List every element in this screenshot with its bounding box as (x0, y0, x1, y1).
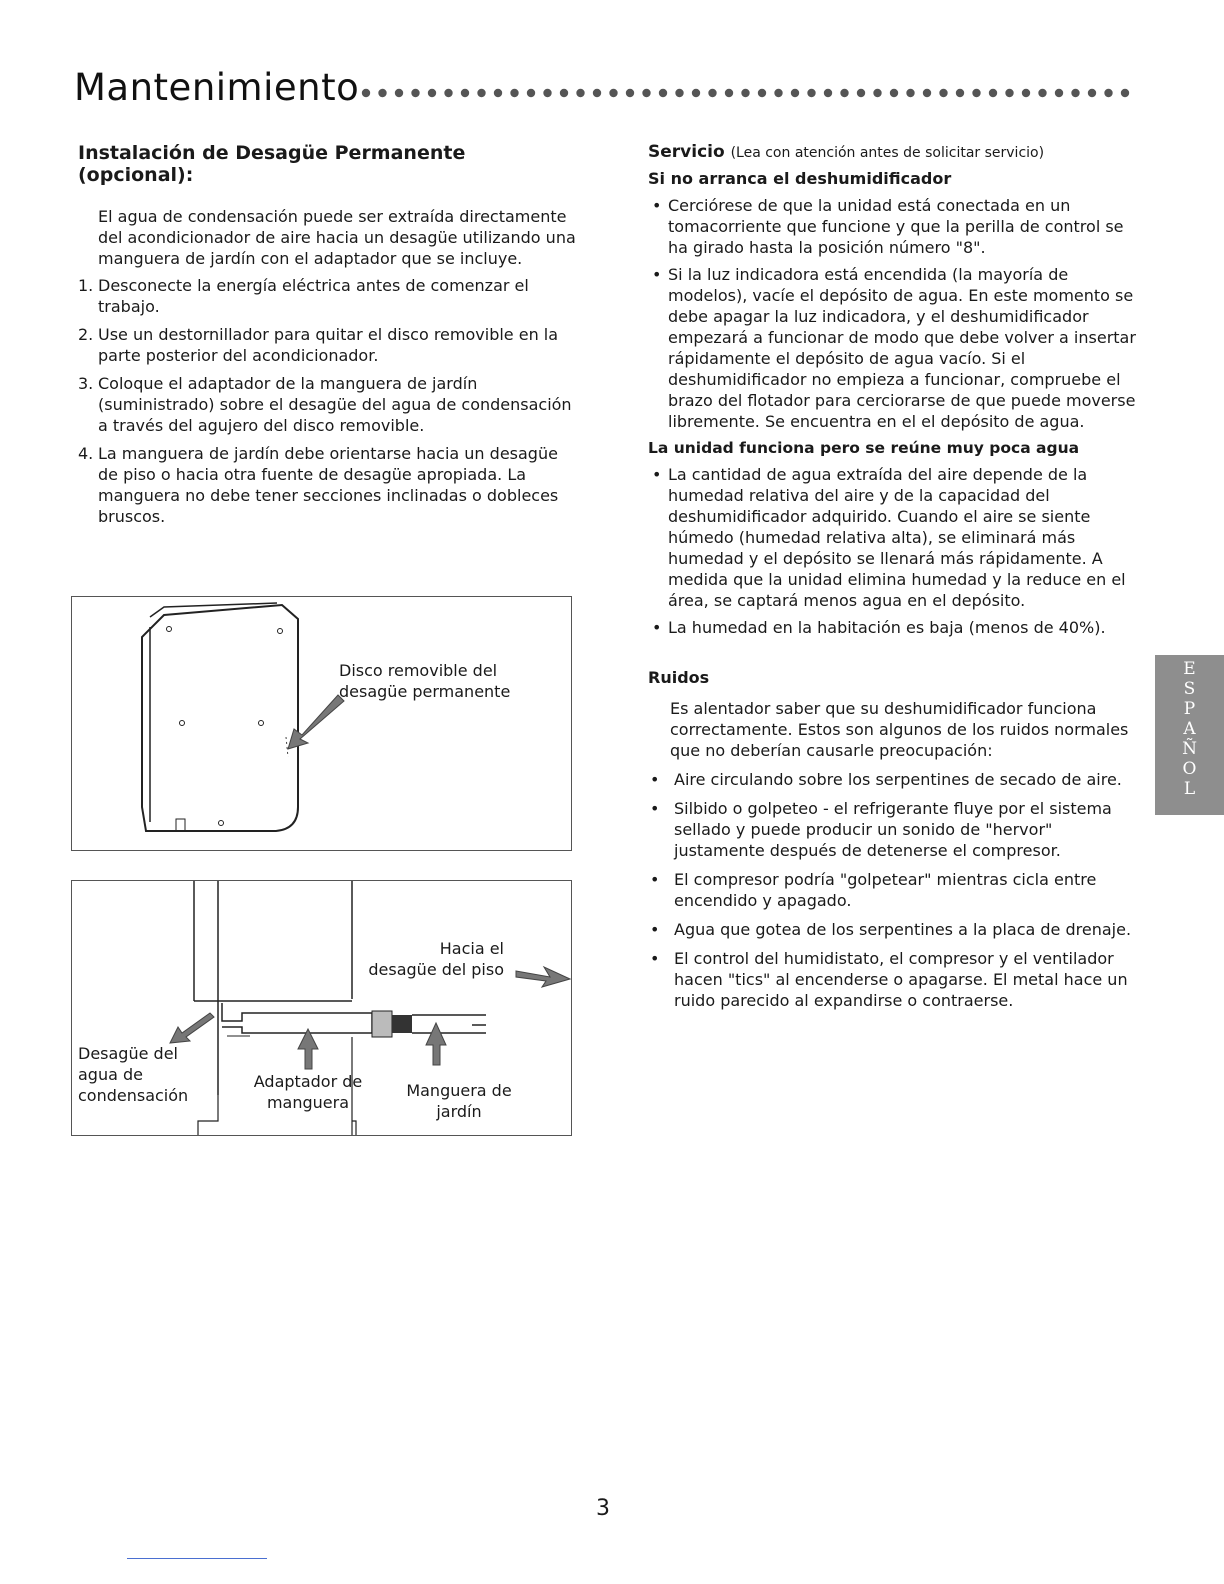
leader-dot (494, 89, 502, 97)
left-column (78, 142, 578, 534)
leader-dot (873, 89, 881, 97)
leader-dot (989, 89, 997, 97)
leader-dot (956, 89, 964, 97)
leader-dot (939, 89, 947, 97)
floor-drain-label: Hacia el desagüe del piso (368, 939, 504, 979)
install-drain-heading: Instalación de Desagüe Permanente (opcional): (78, 142, 466, 186)
leader-dot (840, 89, 848, 97)
leader-dot (906, 89, 914, 97)
title-dot-leader (360, 84, 1140, 102)
install-steps (78, 275, 578, 527)
leader-dot (477, 89, 485, 97)
leader-dot (1022, 89, 1030, 97)
list-item: • Aire circulando sobre los serpentines de secado de aire. (648, 769, 1148, 790)
figure-hose-connection (71, 880, 572, 1136)
service-heading: Servicio (Lea con atención antes de solicitar servicio) (648, 142, 1045, 162)
list-item: • El compresor podría "golpetear" mientras cicla entre encendido y apagado. (648, 869, 1148, 911)
leader-dot (560, 89, 568, 97)
hose-adapter-label: Adaptador de manguera (253, 1072, 363, 1112)
language-tab: E S P A Ñ O L (1155, 655, 1224, 815)
leader-dot (758, 89, 766, 97)
leader-dot (461, 89, 469, 97)
right-column (648, 142, 1148, 1019)
removable-disc-label: Disco removible del desagüe permanente (339, 661, 511, 701)
leader-dot (1121, 89, 1129, 97)
leader-dot (791, 89, 799, 97)
leader-dot (807, 89, 815, 97)
leader-dot (609, 89, 617, 97)
leader-dot (675, 89, 683, 97)
leader-dot (1038, 89, 1046, 97)
leader-dot (725, 89, 733, 97)
leader-dot (708, 89, 716, 97)
leader-dot (774, 89, 782, 97)
page-number: 3 (596, 1496, 610, 1521)
leader-dot (972, 89, 980, 97)
list-item: • Cerciórese de que la unidad está conectada en un tomacorriente que funcione y que la perilla de control se ha girado hasta la posición número "8". (648, 195, 1148, 258)
list-item: 3. Coloque el adaptador de la manguera de jardín (suministrado) sobre el desagüe del agua de condensación a través del agujero del disco removible. (78, 374, 572, 435)
list-item: 1. Desconecte la energía eléctrica antes de comenzar el trabajo. (78, 276, 529, 316)
list-item: • Agua que gotea de los serpentines a la placa de drenaje. (648, 919, 1148, 940)
leader-dot (923, 89, 931, 97)
page-title: Mantenimiento (74, 66, 360, 109)
leader-dot (510, 89, 518, 97)
footer-rule (127, 1558, 267, 1559)
leader-dot (411, 89, 419, 97)
noise-heading: Ruidos (648, 668, 710, 687)
install-intro: El agua de condensación puede ser extraída directamente del acondicionador de aire hacia un desagüe utilizando una manguera de jardín con el adaptador que se incluye. (98, 207, 576, 268)
noise-list (648, 769, 1148, 1011)
leader-dot (1071, 89, 1079, 97)
leader-dot (576, 89, 584, 97)
noise-intro: Es alentador saber que su deshumidificador funciona correctamente. Estos son algunos de los ruidos normales que no deberían causarle preocupación: (670, 699, 1129, 760)
leader-dot (1104, 89, 1112, 97)
leader-dot (642, 89, 650, 97)
dehumidifier-back-illustration (72, 597, 571, 850)
leader-dot (692, 89, 700, 97)
leader-dot (527, 89, 535, 97)
list-item: • La humedad en la habitación es baja (menos de 40%). (648, 617, 1148, 638)
list-item: 2. Use un destornillador para quitar el disco removible en la parte posterior del acondicionador. (78, 325, 559, 365)
leader-dot (593, 89, 601, 97)
leader-dot (395, 89, 403, 97)
no-start-heading: Si no arranca el deshumidificador (648, 169, 952, 188)
leader-dot (1005, 89, 1013, 97)
little-water-heading: La unidad funciona pero se reúne muy poca agua (648, 439, 1080, 457)
leader-dot (1088, 89, 1096, 97)
little-water-list (648, 464, 1148, 638)
list-item: • Silbido o golpeteo - el refrigerante fluye por el sistema sellado y puede producir un sonido de "hervor" justamente después de detenerse el compresor. (648, 798, 1148, 861)
leader-dot (543, 89, 551, 97)
list-item: • El control del humidistato, el compresor y el ventilador hacen "tics" al encenderse o apagarse. El metal hace un ruido parecido al expandirse o contraerse. (648, 948, 1148, 1011)
leader-dot (1055, 89, 1063, 97)
no-start-list (648, 195, 1148, 432)
list-item: 4. La manguera de jardín debe orientarse hacia un desagüe de piso o hacia otra fuente de desagüe apropiada. La manguera no debe tener secciones inclinadas o dobleces bruscos. (78, 444, 559, 526)
service-note: (Lea con atención antes de solicitar servicio) (730, 145, 1045, 161)
list-item: • La cantidad de agua extraída del aire depende de la humedad relativa del aire y de la capacidad del deshumidificador adquirido. Cuando el aire se siente húmedo (humedad relativa alta), se eliminará más humedad y el depósito se llenará más rápidamente. A medida que la unidad elimina humedad y la reduce en el área, se captará menos agua en el depósito. (648, 464, 1148, 611)
leader-dot (659, 89, 667, 97)
condensate-drain-label: Desagüe del agua de condensación (78, 1044, 189, 1105)
leader-dot (741, 89, 749, 97)
leader-dot (824, 89, 832, 97)
leader-dot (378, 89, 386, 97)
leader-dot (444, 89, 452, 97)
leader-dot (857, 89, 865, 97)
leader-dot (890, 89, 898, 97)
figure-removable-disc (71, 596, 572, 851)
leader-dot (362, 89, 370, 97)
list-item: • Si la luz indicadora está encendida (la mayoría de modelos), vacíe el depósito de agua. En este momento se debe apagar la luz indicadora, y el deshumidificador empezará a funcionar de modo que debe volver a insertar rápidamente el depósito de agua vacío. Si el deshumidificador no empieza a funcionar, compruebe el brazo del flotador para cerciorarse de que puede moverse libremente. Se encuentra en el el depósito de agua. (648, 264, 1148, 432)
leader-dot (428, 89, 436, 97)
leader-dot (626, 89, 634, 97)
garden-hose-label: Manguera de jardín (406, 1081, 512, 1121)
